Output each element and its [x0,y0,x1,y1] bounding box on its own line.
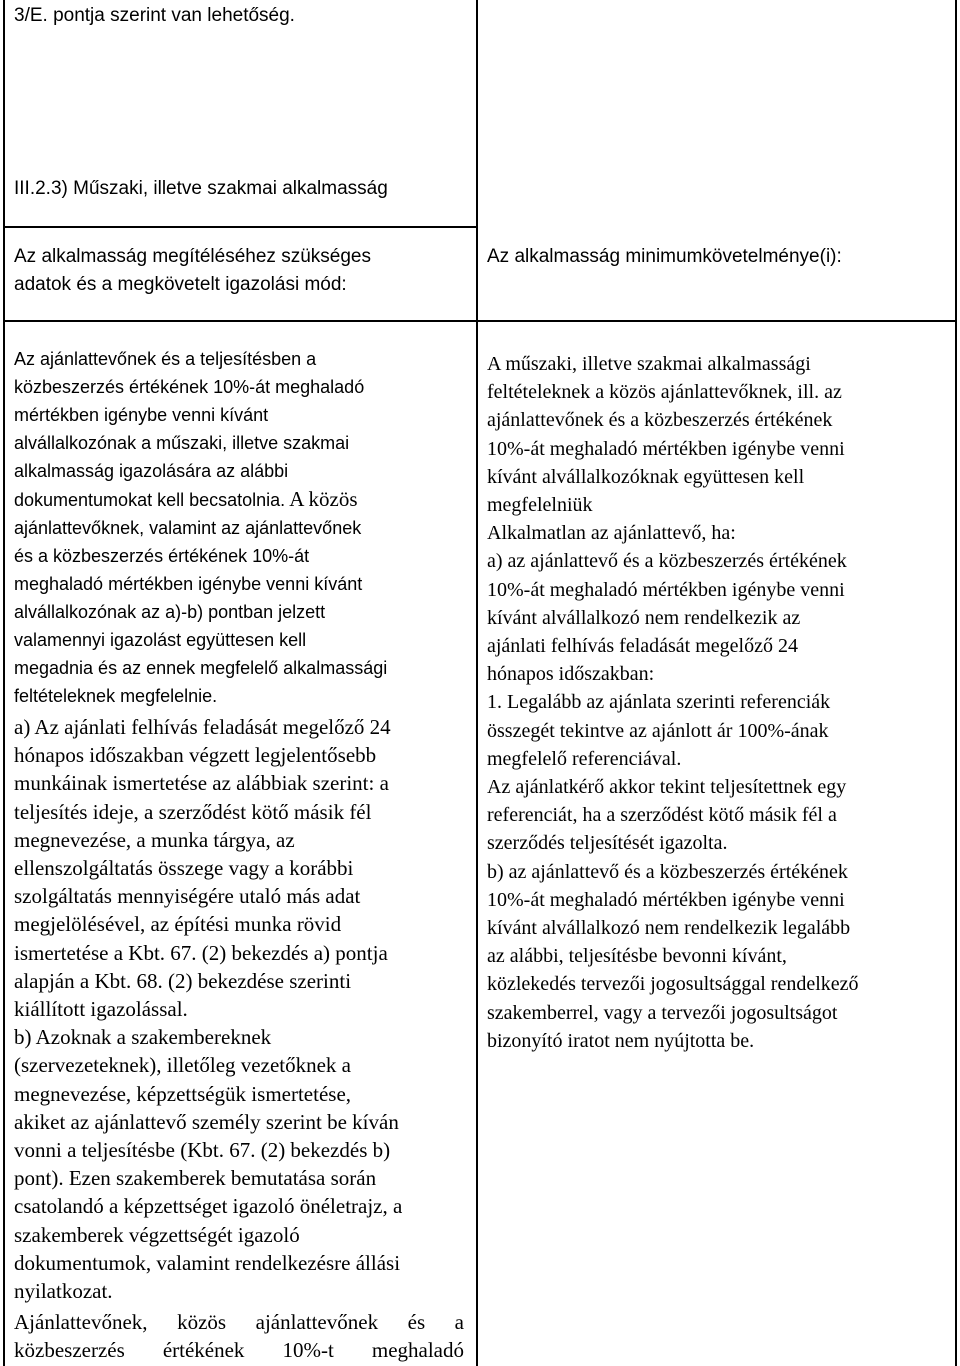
requirement-line: kívánt alvállalkozóknak együttesen kell [487,465,805,488]
body-line: feltételeknek megfelelnie. [14,686,218,706]
left-header-line: Az alkalmasság megítéléséhez szükséges [14,246,371,267]
requirement-line: összegét tekintve az ajánlott ár 100%-ának [487,719,829,742]
requirement-line: 10%-át meghaladó mértékben igénybe venni [487,437,845,460]
body-line: megjelölésével, az építési munka rövid [14,912,342,937]
body-line-split [14,485,466,514]
body-line: dokumentumok, valamint rendelkezésre állási [14,1250,401,1275]
body-line: alvállalkozónak az a)-b) pontban jelzett [14,602,326,622]
requirement-line: 1. Legalább az ajánlata szerinti referenciák [487,691,831,714]
body-line: ajánlattevőknek, valamint az ajánlattevőnek [14,518,362,538]
requirement-line: kívánt alvállalkozó nem rendelkezik legalább [487,917,851,940]
body-line: közbeszerzés értékének 10%-t meghaladó [14,1338,464,1363]
body-line: csatolandó a képzettséget igazoló önéletrajz, a [14,1194,403,1219]
right-column-header: Az alkalmasság minimumkövetelménye(i): [487,246,842,267]
requirement-line: megfelelő referenciával. [487,747,682,770]
table-column-divider [476,0,478,1366]
body-line: szolgáltatás mennyiségére utaló más adat [14,884,361,909]
body-line: és a közbeszerzés értékének 10%-át [14,546,310,566]
table-row-divider-1 [3,226,476,228]
option-note: 3/E. pontja szerint van lehetőség. [14,5,295,26]
body-line: ellenszolgáltatás összege vagy a korábbi [14,856,354,881]
requirement-line: feltételeknek a közös ajánlattevőknek, ill. az [487,381,842,404]
left-column-body-serif [14,713,466,1305]
body-line: megadnia és az ennek megfelelő alkalmassági [14,658,388,678]
requirement-line: A műszaki, illetve szakmai alkalmassági [487,353,811,375]
requirement-line: Alkalmatlan az ajánlattevő, ha: [487,522,736,545]
body-line-part: dokumentumokat kell becsatolnia. [14,490,286,510]
requirement-line: ajánlattevőnek és a közbeszerzés értékének [487,409,833,432]
body-line: valamennyi igazolást együttesen kell [14,630,307,650]
body-line: megnevezése, a munka tárgya, az [14,827,295,852]
body-line: alkalmasság igazolására az alábbi [14,461,289,481]
body-line: közbeszerzés értékének 10%-át meghaladó [14,377,365,397]
body-line: alvállalkozónak a műszaki, illetve szakmai [14,433,350,453]
requirement-line: közlekedés tervezői jogosultsággal rendelkező [487,973,859,996]
requirement-line: 10%-át meghaladó mértékben igénybe venni [487,578,845,601]
body-line: (szervezeteknek), illetőleg vezetőknek a [14,1053,351,1078]
body-line: pont). Ezen szakemberek bemutatása során [14,1166,377,1191]
body-line: nyilatkozat. [14,1279,113,1304]
body-line: Az ajánlattevőnek és a teljesítésben a [14,349,317,369]
body-line-part: A közös [285,487,358,511]
body-line: ismertetése a Kbt. 67. (2) bekezdés a) pontja [14,940,388,965]
requirement-line: szakemberrel, vagy a tervezői jogosultságot [487,1001,838,1024]
section-heading: III.2.3) Műszaki, illetve szakmai alkalmasság [14,178,388,199]
body-line: kiállított igazolással. [14,997,188,1022]
body-line: a) Az ajánlati felhívás feladását megelőző 24 [14,715,391,739]
requirement-line: szerződés teljesítését igazolta. [487,832,728,855]
left-column-body-justified [14,1308,464,1364]
left-column-header [14,243,371,299]
requirement-line: 10%-át meghaladó mértékben igénybe venni [487,888,845,911]
table-border-left [3,0,5,1366]
requirement-line: az alábbi, teljesítésbe bevonni kívánt, [487,945,787,968]
requirement-line: Az ajánlatkérő akkor tekint teljesítettnek egy [487,776,847,799]
body-line: b) Azoknak a szakembereknek [14,1025,272,1050]
requirement-line: bizonyító iratot nem nyújtotta be. [487,1029,755,1052]
requirement-line: hónapos időszakban: [487,663,655,686]
body-line: teljesítés ideje, a szerződést kötő másik fél [14,799,372,824]
body-line: akiket az ajánlattevő személy szerint be kíván [14,1109,399,1134]
body-line: mértékben igénybe venni kívánt [14,405,269,425]
left-column-body [14,345,466,710]
requirement-line: megfelelniük [487,494,593,517]
body-line: munkáinak ismertetése az alábbiak szerint: a [14,771,389,796]
body-line: meghaladó mértékben igénybe venni kívánt [14,574,363,594]
table-row-divider-2 [3,320,957,322]
requirement-line: b) az ajánlattevő és a közbeszerzés értékének [487,860,848,883]
body-line: vonni a teljesítésbe (Kbt. 67. (2) bekezdés b) [14,1138,391,1163]
table-border-right [955,0,957,1366]
body-line: megnevezése, képzettségük ismertetése, [14,1081,352,1106]
requirement-line: ajánlati felhívás feladását megelőző 24 [487,635,798,658]
body-line: Ajánlattevőnek, közös ajánlattevőnek és a [14,1310,464,1334]
left-header-line: adatok és a megkövetelt igazolási mód: [14,274,347,295]
right-column-body [487,350,947,1055]
body-line: hónapos időszakban végzett legjelentősebb [14,743,377,768]
requirement-line: a) az ajánlattevő és a közbeszerzés értékének [487,550,847,573]
body-line: alapján a Kbt. 68. (2) bekezdése szerinti [14,968,352,993]
body-line: szakemberek végzettségét igazoló [14,1222,300,1247]
requirement-line: kívánt alvállalkozó nem rendelkezik az [487,606,801,629]
requirement-line: referenciát, ha a szerződést kötő másik fél a [487,804,837,827]
